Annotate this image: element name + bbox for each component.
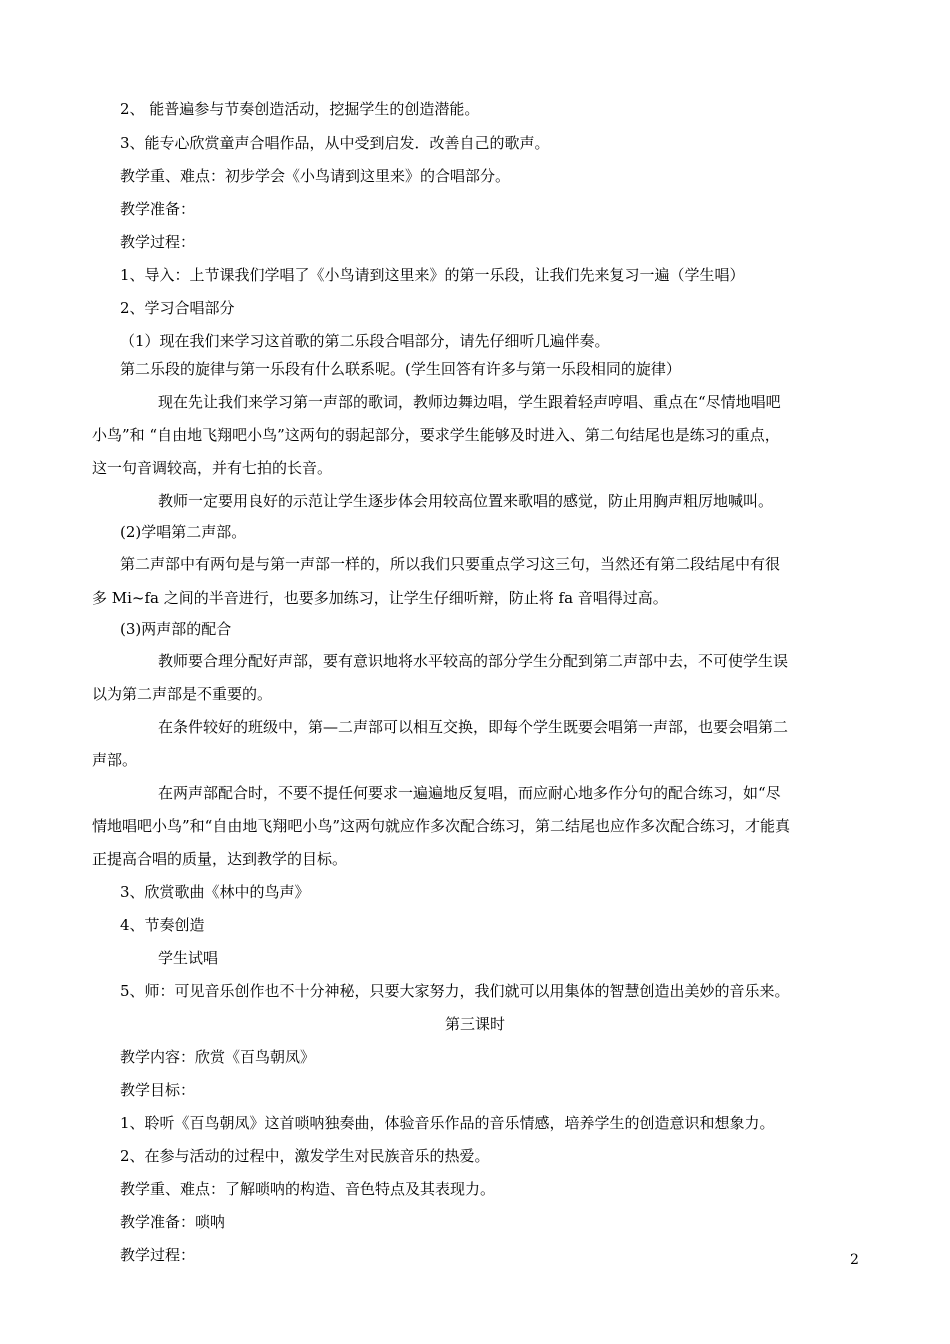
text-line: 教学重、难点：了解唢呐的构造、音色特点及其表现力。 (120, 1180, 496, 1198)
text-line: 这一句音调较高，并有七拍的长音。 (92, 459, 333, 477)
text-line: 教学过程： (120, 1246, 196, 1264)
text-line: 1、聆听《百鸟朝凤》这首唢呐独奏曲，体验音乐作品的音乐情感，培养学生的创造意识和想象力。 (120, 1114, 775, 1132)
text-line: 小鸟”和 “自由地飞翔吧小鸟”这两句的弱起部分，要求学生能够及时进入、第二句结尾也是练习的重点， (92, 426, 780, 444)
text-line: 5、师：可见音乐创作也不十分神秘，只要大家努力，我们就可以用集体的智慧创造出美妙的音乐来。 (120, 982, 790, 1000)
text-line: 3、能专心欣赏童声合唱作品，从中受到启发．改善自己的歌声。 (120, 134, 550, 152)
text-line: 第二声部中有两句是与第一声部一样的，所以我们只要重点学习这三句，当然还有第二段结尾中有很 (120, 555, 781, 573)
section-title: 第三课时 (444, 1015, 505, 1033)
text-line: 正提高合唱的质量，达到教学的目标。 (92, 850, 348, 868)
text-line: 学生试唱 (158, 949, 219, 967)
text-line: 教师要合理分配好声部，要有意识地将水平较高的部分学生分配到第二声部中去，不可使学生误 (158, 652, 789, 670)
text-line: 3、欣赏歌曲《林中的鸟声》 (120, 883, 310, 901)
text-line: 1、导入：上节课我们学唱了《小鸟请到这里来》的第一乐段，让我们先来复习一遍（学生唱） (120, 266, 745, 284)
text-line: 教学内容：欣赏《百鸟朝凤》 (120, 1048, 316, 1066)
text-line: 教学准备：唢呐 (120, 1213, 226, 1231)
text-line: 声部。 (92, 751, 138, 769)
text-line: 4、节奏创造 (120, 916, 205, 934)
text-line: 在两声部配合时，不要不提任何要求一遍遍地反复唱，而应耐心地多作分句的配合练习，如“尽 (158, 784, 781, 802)
text-line: 在条件较好的班级中，第—二声部可以相互交换，即每个学生既要会唱第一声部，也要会唱第二 (158, 718, 789, 736)
text-line: (3)两声部的配合 (120, 620, 232, 638)
text-line: （1）现在我们来学习这首歌的第二乐段合唱部分，请先仔细听几遍伴奏。 (120, 332, 610, 350)
text-line: 教学过程： (120, 233, 196, 251)
text-line: 教学目标： (120, 1081, 196, 1099)
text-line: 以为第二声部是不重要的。 (92, 685, 273, 703)
text-line: 多 Mi~fa 之间的半音进行，也要多加练习，让学生仔细听辩，防止将 fa 音唱得过高。 (92, 589, 668, 607)
text-line: 2、学习合唱部分 (120, 299, 235, 317)
text-line: 2、在参与活动的过程中，激发学生对民族音乐的热爱。 (120, 1147, 490, 1165)
text-line: 现在先让我们来学习第一声部的歌词，教师边舞边唱，学生跟着轻声哼唱、重点在“尽情地唱吧 (158, 393, 781, 411)
text-line: 第二乐段的旋律与第一乐段有什么联系呢。(学生回答有许多与第一乐段相同的旋律） (120, 360, 681, 378)
text-line: 教学准备： (120, 200, 196, 218)
text-line: (2)学唱第二声部。 (120, 523, 247, 541)
text-line: 2、 能普遍参与节奏创造活动，挖掘学生的创造潜能。 (120, 100, 480, 118)
text-line: 情地唱吧小鸟”和“自由地飞翔吧小鸟”这两句就应作多次配合练习，第二结尾也应作多次配合练习，才能真 (92, 817, 791, 835)
text-line: 教师一定要用良好的示范让学生逐步体会用较高位置来歌唱的感觉，防止用胸声粗厉地喊叫。 (158, 492, 774, 510)
text-line: 教学重、难点：初步学会《小鸟请到这里来》的合唱部分。 (120, 167, 511, 185)
page-number: 2 (850, 1252, 859, 1268)
